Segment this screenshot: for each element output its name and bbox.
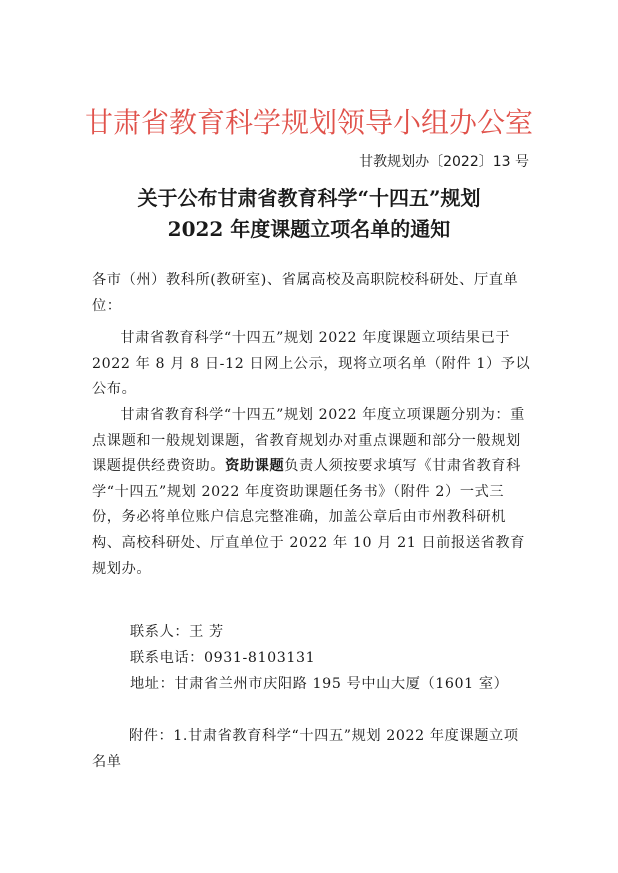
contact-phone: 联系电话：0931-8103131 bbox=[130, 650, 316, 666]
contact-address: 地址：甘肃省兰州市庆阳路 195 号中山大厦（1601 室） bbox=[130, 676, 509, 692]
document-number: 甘教规划办〔2022〕13 号 bbox=[359, 154, 529, 170]
paragraph-funding bbox=[92, 403, 532, 582]
paragraph-funding-instructions: 负责人须按要求填写《甘肃省教育科学“十四五”规划 2022 年度资助课题任务书》（附件 2）一式三份，务必将单位账户信息完整准确，加盖公章后由市州教科研机构、高校科研处、厅直单位于 2022 年 10 月 21 日前报送省教育规划办。 bbox=[92, 458, 525, 577]
paragraph-publication: 甘肃省教育科学“十四五”规划 2022 年度课题立项结果已于 2022 年 8 月 8 日-12 日网上公示，现将立项名单（附件 1）予以公布。 bbox=[92, 330, 531, 398]
issuing-office-heading: 甘肃省教育科学规划领导小组办公室 bbox=[84, 106, 533, 139]
notice-title-line-2: 2022 年度课题立项名单的通知 bbox=[167, 217, 451, 241]
notice-title-line-1: 关于公布甘肃省教育科学“十四五”规划 bbox=[137, 186, 481, 210]
notice-title bbox=[0, 183, 618, 245]
salutation: 各市（州）教科所(教研室)、省属高校及高职院校科研处、厅直单位： bbox=[92, 272, 519, 314]
paragraph-funding-intro: 甘肃省教育科学“十四五”规划 2022 年度立项课题分别为：重点课题和一般规划课题，省教育规划办对重点课题和部分一般规划课题提供经费资助。 bbox=[92, 407, 525, 475]
contact-person: 联系人：王 芳 bbox=[130, 624, 224, 640]
attachment-list: 附件：1.甘肃省教育科学“十四五”规划 2022 年度课题立项名单 bbox=[92, 728, 519, 770]
funded-project-emphasis: 资助课题 bbox=[225, 458, 285, 475]
